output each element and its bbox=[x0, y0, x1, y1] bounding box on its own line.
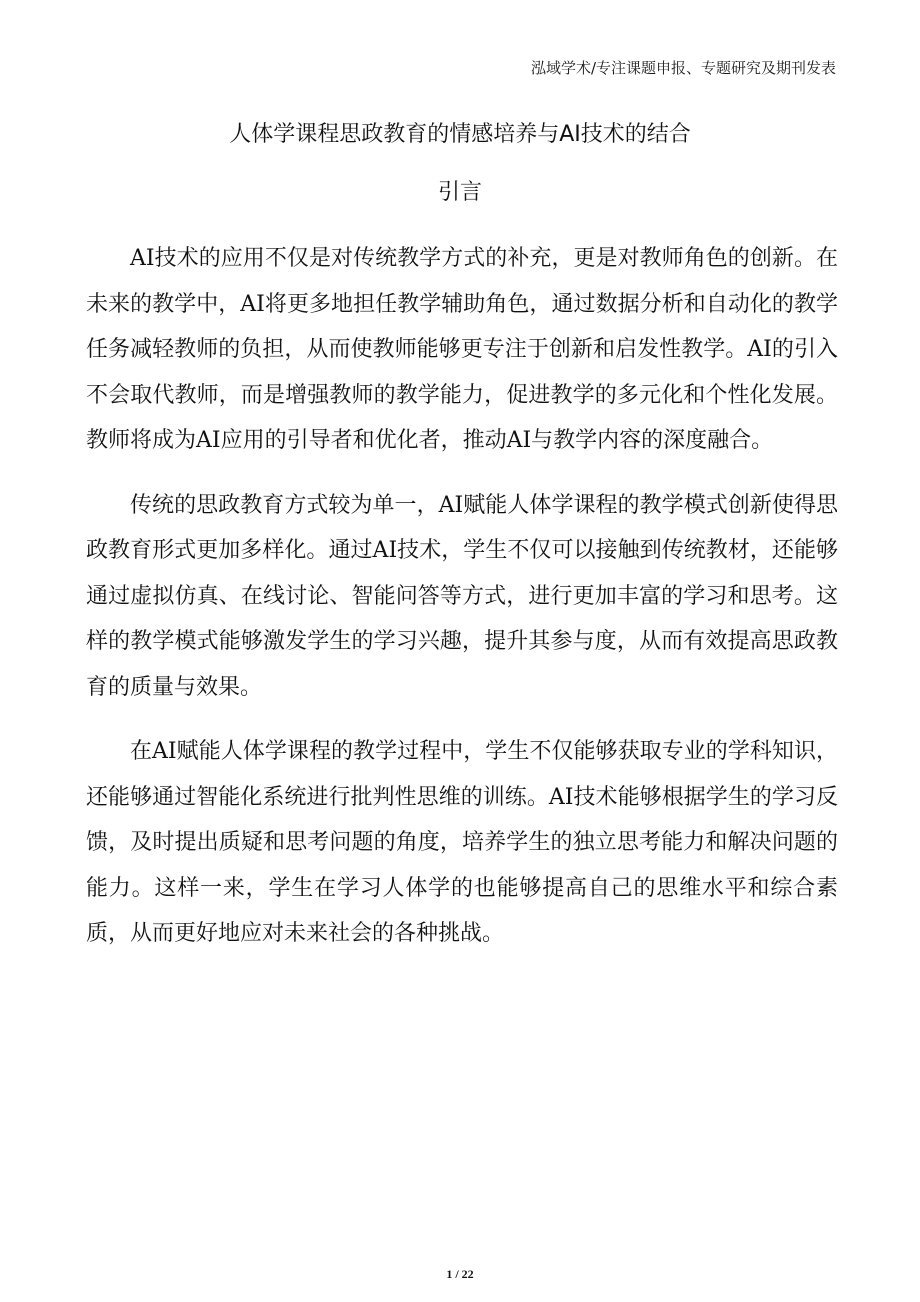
page-number: 1 / 22 bbox=[446, 1267, 474, 1281]
section-heading: 引言 bbox=[437, 180, 482, 205]
document-title: 人体学课程思政教育的情感培养与AI技术的结合 bbox=[229, 122, 691, 147]
page-header-text: 泓域学术/专注课题申报、专题研究及期刊发表 bbox=[530, 59, 836, 77]
body-paragraph-3: 在AI赋能人体学课程的教学过程中，学生不仅能够获取专业的学科知识，还能够通过智能化系统进行批判性思维的训练。AI技术能够根据学生的学习反馈，及时提出质疑和思考问题的角度，培养学生的独立思考能力和解决问题的能力。这样一来，学生在学习人体学的也能够提高自己的思维水平和综合素质，从而更好地应对未来社会的各种挑战。 bbox=[86, 739, 838, 946]
document-body bbox=[86, 236, 838, 976]
body-paragraph-1: AI技术的应用不仅是对传统教学方式的补充，更是对教师角色的创新。在未来的教学中，AI将更多地担任教学辅助角色，通过数据分析和自动化的教学任务减轻教师的负担，从而使教师能够更专注于创新和启发性教学。AI的引入不会取代教师，而是增强教师的教学能力，促进教学的多元化和个性化发展。教师将成为AI应用的引导者和优化者，推动AI与教学内容的深度融合。 bbox=[86, 246, 838, 453]
body-paragraph-2: 传统的思政教育方式较为单一，AI赋能人体学课程的教学模式创新使得思政教育形式更加多样化。通过AI技术，学生不仅可以接触到传统教材，还能够通过虚拟仿真、在线讨论、智能问答等方式，进行更加丰富的学习和思考。这样的教学模式能够激发学生的学习兴趣，提升其参与度，从而有效提高思政教育的质量与效果。 bbox=[86, 492, 838, 700]
